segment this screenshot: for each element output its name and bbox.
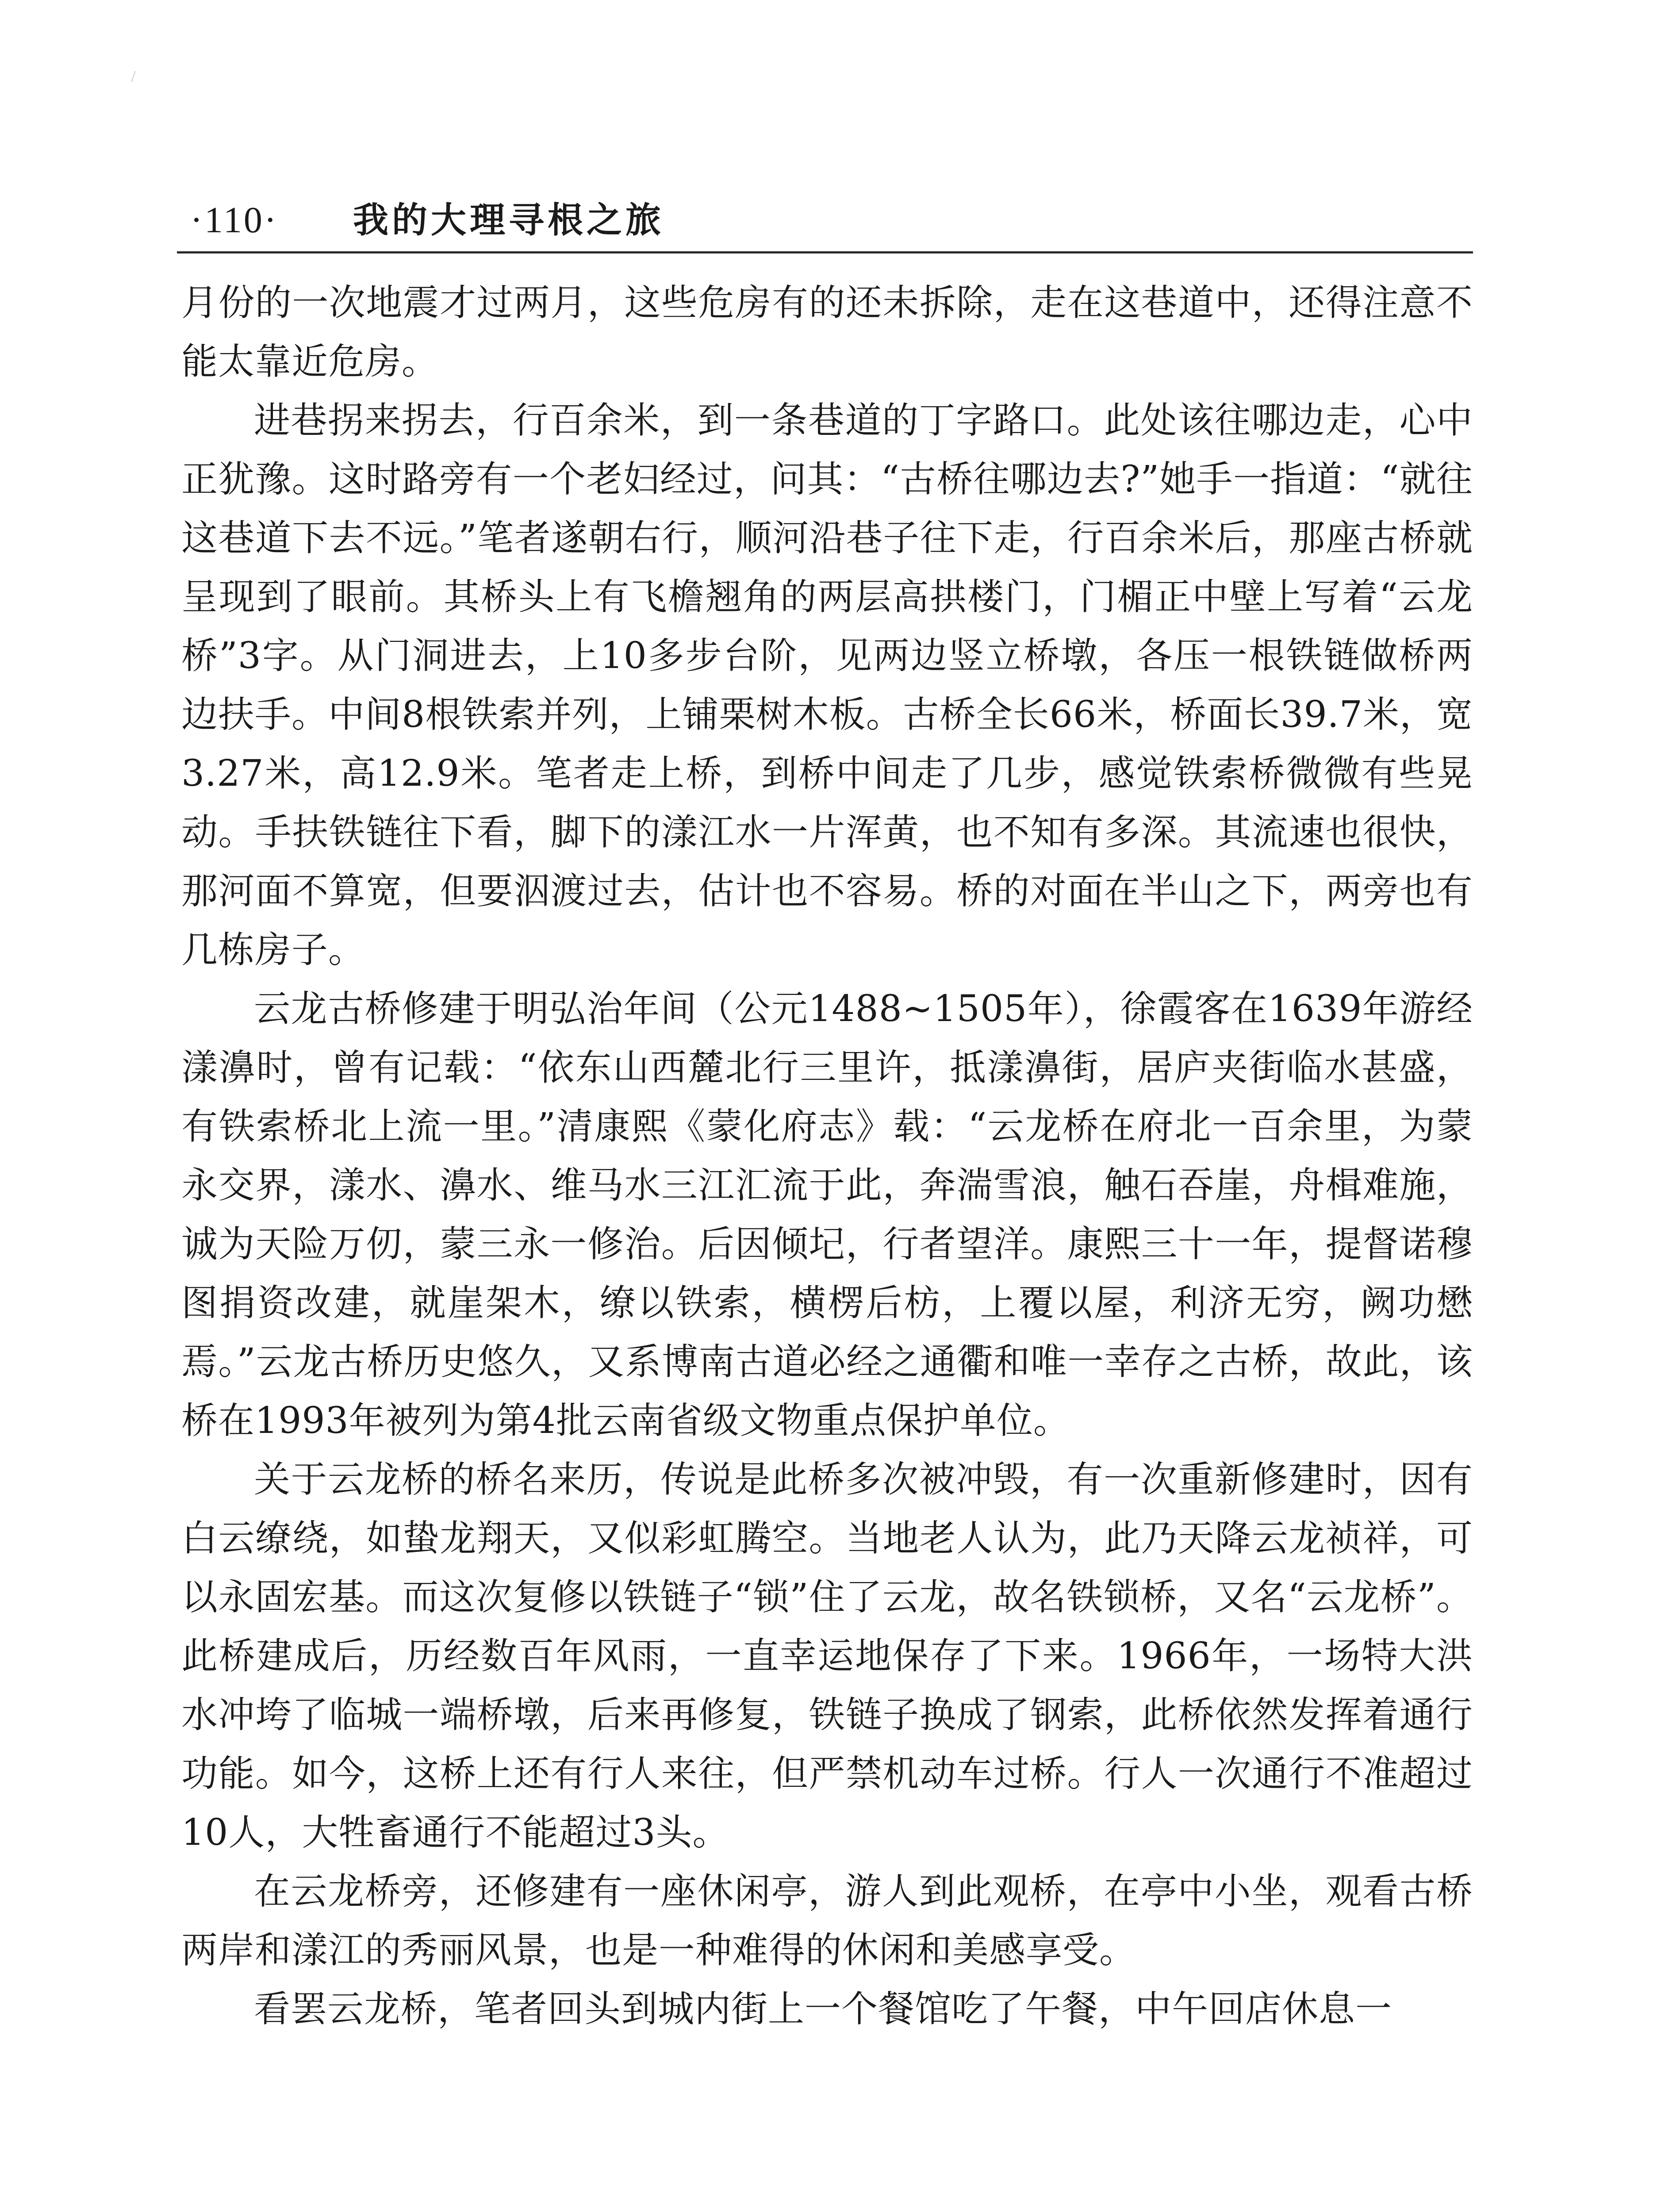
scan-speck [131,71,136,82]
paragraph-bridge-name-origin: 关于云龙桥的桥名来历，传说是此桥多次被冲毁，有一次重新修建时，因有白云缭绕，如蛰龙翔天，又似彩虹腾空。当地老人认为，此乃天降云龙祯祥，可以永固宏基。而这次复修以铁链子“锁”住了云龙，故名铁锁桥，又名“云龙桥”。此桥建成后，历经数百年风雨，一直幸运地保存了下来。1966年，一场特大洪水冲垮了临城一端桥墩，后来再修复，铁链子换成了钢索，此桥依然发挥着通行功能。如今，这桥上还有行人来往，但严禁机动车过桥。行人一次通行不准超过10人，大牲畜通行不能超过3头。 [181,1459,1473,1854]
paragraph-alley-and-bridge: 进巷拐来拐去，行百余米，到一条巷道的丁字路口。此处该往哪边走，心中正犹豫。这时路旁有一个老妇经过，问其：“古桥往哪边去?”她手一指道：“就往这巷道下去不远。”笔者遂朝右行，顺河沿巷子往下走，行百余米后，那座古桥就呈现到了眼前。其桥头上有飞檐翘角的两层高拱楼门，门楣正中壁上写着“云龙桥”3字。从门洞进去，上10多步台阶，见两边竖立桥墩，各压一根铁链做桥两边扶手。中间8根铁索并列，上铺栗树木板。古桥全长66米，桥面长39.7米，宽3.27米，高12.9米。笔者走上桥，到桥中间走了几步，感觉铁索桥微微有些晃动。手扶铁链往下看，脚下的漾江水一片浑黄，也不知有多深。其流速也很快，那河面不算宽，但要泅渡过去，估计也不容易。桥的对面在半山之下，两旁也有几栋房子。 [181,399,1473,971]
book-title: 我的大理寻根之旅 [353,200,664,241]
paragraph-lunch: 看罢云龙桥，笔者回头到城内街上一个餐馆吃了午餐，中午回店休息一 [254,1988,1392,2030]
paragraph-continued: 月份的一次地震才过两月，这些危房有的还未拆除，走在这巷道中，还得注意不能太靠近危房。 [181,282,1473,383]
running-header [177,185,1473,253]
paragraph-bridge-history: 云龙古桥修建于明弘治年间（公元1488~1505年），徐霞客在1639年游经漾濞时，曾有记载：“依东山西麓北行三里许，抵漾濞街，居庐夹街临水甚盛，有铁索桥北上流一里。”清康熙《蒙化府志》载：“云龙桥在府北一百余里，为蒙永交界，漾水、濞水、维马水三江汇流于此，奔湍雪浪，触石吞崖，舟楫难施，诚为天险万仞，蒙三永一修治。后因倾圮，行者望洋。康熙三十一年，提督诺穆图捐资改建，就崖架木，缭以铁索，横楞后枋，上覆以屋，利济无穷，阙功懋焉。”云龙古桥历史悠久，又系博南古道必经之通衢和唯一幸存之古桥，故此，该桥在1993年被列为第4批云南省级文物重点保护单位。 [181,988,1473,1442]
body-text [181,273,1473,2039]
page-number: ·110· [190,200,278,241]
paragraph-pavilion: 在云龙桥旁，还修建有一座休闲亭，游人到此观桥，在亭中小坐，观看古桥两岸和漾江的秀丽风景，也是一种难得的休闲和美感享受。 [181,1870,1473,1971]
